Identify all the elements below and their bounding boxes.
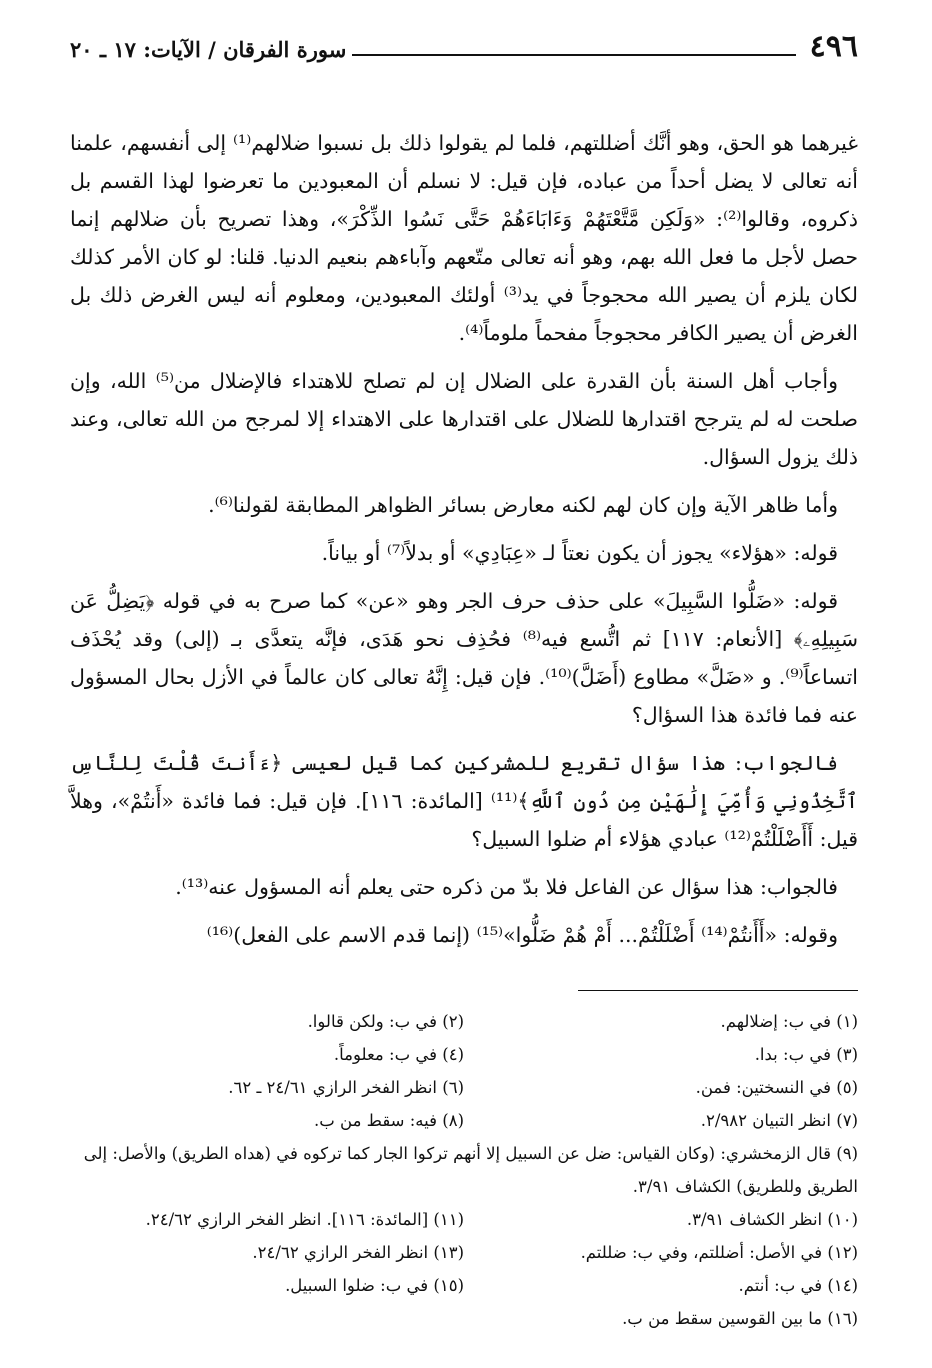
footnote: (٩) قال الزمخشري: (وكان القياس: ضل عن السبيل إلا أنهم تركوا الجار كما تركوه في (هداه الطريق) والأصل: إلى الطريق وللطريق) الكشاف ٣/٩١. <box>83 1144 858 1196</box>
footnote-row <box>70 1203 858 1236</box>
footnote: (١٥) في ب: ضلوا السبيل. <box>285 1276 464 1295</box>
footnotes <box>70 1005 858 1335</box>
paragraph: وأما ظاهر الآية وإن كان لهم لكنه معارض بسائر الظواهر المطابقة لقولنا⁽⁶⁾. <box>208 493 838 517</box>
page-header <box>70 26 858 64</box>
paragraph: وأجاب أهل السنة بأن القدرة على الضلال إن لم تصلح للاهتداء فالإضلال من⁽⁵⁾ الله، وإن صلحت له لم يترجح اقتدارها للضلال على اقتدارها على الاهتداء إلا لمرجح من الله تعالى، وعند ذلك يزول السؤال. <box>70 369 858 469</box>
footnote-row <box>70 1104 858 1137</box>
footnote: (١٣) انظر الفخر الرازي ٢٤/٦٢. <box>252 1243 464 1262</box>
footnote: (٧) انظر التبيان ٢/٩٨٢. <box>700 1111 858 1130</box>
footnote-row <box>70 1236 858 1269</box>
footnote: (١٦) ما بين القوسين سقط من ب. <box>622 1309 858 1328</box>
main-text <box>70 124 858 954</box>
footnote-row <box>70 1005 858 1038</box>
footnote: (٣) في ب: بدا. <box>754 1045 858 1064</box>
footnote: (٥) في النسختين: فمن. <box>695 1078 858 1097</box>
footnote: (٤) في ب: معلوماً. <box>333 1045 464 1064</box>
footnote: (١) في ب: إضلالهم. <box>720 1012 858 1031</box>
paragraph: غيرهما هو الحق، وهو أنَّك أضللتهم، فلما لم يقولوا ذلك بل نسبوا ضلالهم⁽¹⁾ إلى أنفسهم، علمنا أنه تعالى لا يضل أحداً من عباده، فإن قيل: لا نسلم أن المعبودين ما تعرضوا لهذا القسم بل ذكروه، وقالوا⁽²⁾: «وَلَكِن مَّتَّعْتَهُمْ وَءَابَاءَهُمْ حَتَّى نَسُوا الذِّكْرَ»، وهذا تصريح بأن ضلالهم إنما حصل لأجل ما فعل الله بهم، وهو أنه تعالى متّعهم وآباءهم بنعيم الدنيا. قلنا: لو كان الأمر كذلك لكان يلزم أن يصير الله محجوجاً في يد⁽³⁾ أولئك المعبودين، ومعلوم أنه ليس الغرض ذلك بل الغرض أن يصير الكافر محجوجاً مفحماً ملوماً⁽⁴⁾. <box>70 131 858 345</box>
footnote: (٦) انظر الفخر الرازي ٢٤/٦١ ـ ٦٢. <box>228 1078 464 1097</box>
footnote: (١٤) في ب: أنتم. <box>738 1276 858 1295</box>
footnote: (٢) في ب: ولكن قالوا. <box>307 1012 464 1031</box>
footnote-separator <box>578 990 858 991</box>
footnote-row <box>70 1038 858 1071</box>
footnote: (٨) فيه: سقط من ب. <box>313 1111 464 1130</box>
page-number: ٤٩٦ <box>809 29 858 64</box>
footnote: (١١) [المائدة: ١١٦]. انظر الفخر الرازي ٢٤/٦٢. <box>145 1210 464 1229</box>
footnote-row <box>70 1071 858 1104</box>
footnote: (١٠) انظر الكشاف ٣/٩١. <box>686 1210 858 1229</box>
book-page <box>70 26 858 1348</box>
paragraph: فالجواب: هذا سؤال تقريع للمشركين كما قيل لعيسى ﴿ءَأَنتَ قُلْتَ لِلنَّاسِ ٱتَّخِذُونِي وَأُمِّيَ إِلَٰهَيْنِ مِن دُونِ ٱللَّهِ﴾⁽¹¹⁾ [المائدة: ١١٦]. فإن قيل: فما فائدة «أَنتُمْ»، وهلاَّ قيل: أَأَضْلَلْتُمْ⁽¹²⁾ عبادي هؤلاء أم ضلوا السبيل؟ <box>70 751 859 851</box>
paragraph: فالجواب: هذا سؤال عن الفاعل فلا بدّ من ذكره حتى يعلم أنه المسؤول عنه⁽¹³⁾. <box>175 875 838 899</box>
header-rule <box>352 54 795 56</box>
paragraph: وقوله: «أَأَنتُمْ⁽¹⁴⁾ أَضْلَلْتُمْ... أَمْ هُمْ ضَلُّوا»⁽¹⁵⁾ (إنما قدم الاسم على الفعل)⁽¹⁶⁾ <box>206 923 838 947</box>
paragraph: قوله: «هؤلاء» يجوز أن يكون نعتاً لـ «عِبَادِي» أو بدلاً⁽⁷⁾ أو بياناً. <box>321 541 838 565</box>
footnote: (١٢) في الأصل: أضللتم، وفي ب: ضللتم. <box>580 1243 858 1262</box>
running-title: سورة الفرقان / الآيات: ١٧ ـ ٢٠ <box>70 37 347 62</box>
footnote-row <box>70 1269 858 1302</box>
paragraph: قوله: «ضَلُّوا السَّبِيلَ» على حذف حرف الجر وهو «عن» كما صرح به في قوله ﴿يَضِلُّ عَن سَبِيلِهِۦ﴾ [الأنعام: ١١٧] ثم اتُّسع فيه⁽⁸⁾ فحُذِف نحو هَدَى، فإنَّه يتعدَّى بـ (إلى) وقد يُحْذَف اتساعاً⁽⁹⁾. و «ضَلَّ» مطاوع (أَضَلَّ)⁽¹⁰⁾. فإن قيل: إِنَّهُ تعالى كان عالماً في الأزل بحال المسؤول عنه فما فائدة هذا السؤال؟ <box>70 589 858 727</box>
